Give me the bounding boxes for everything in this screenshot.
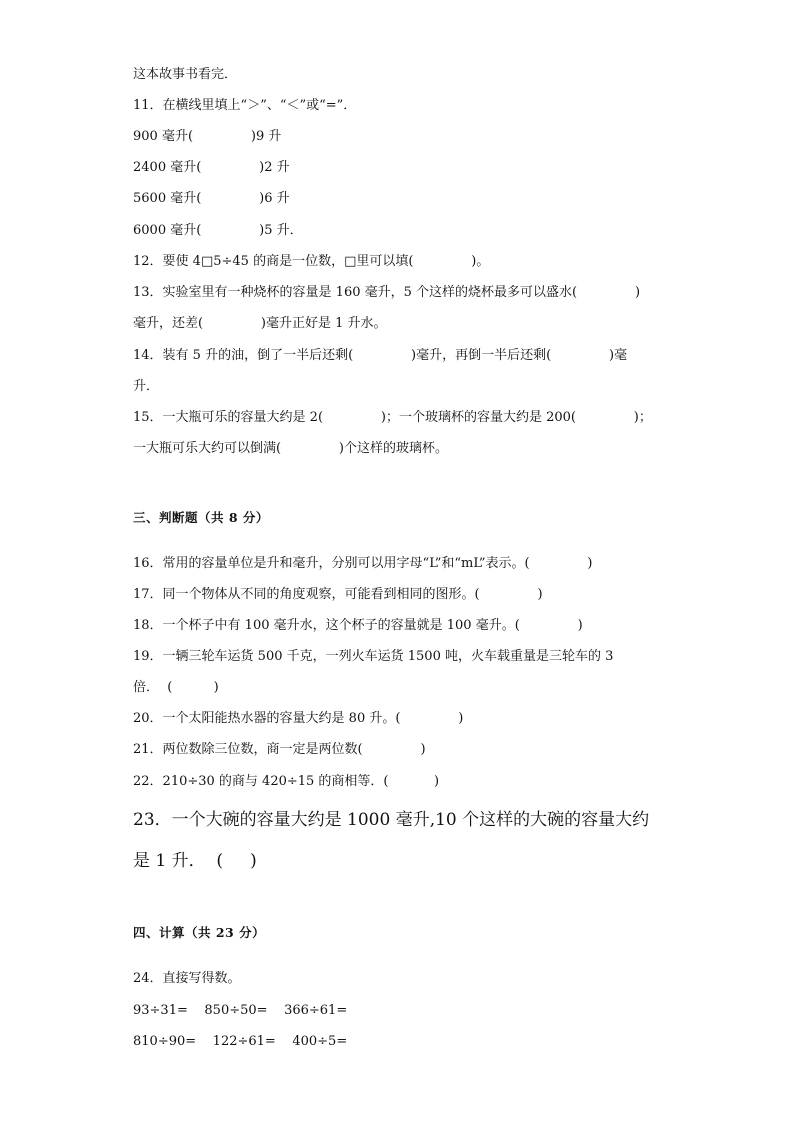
question-11-item-2: 2400 毫升( )2 升 <box>133 160 290 175</box>
question-15-line-1: 15．一大瓶可乐的容量大约是 2( )；一个玻璃杯的容量大约是 200( )； <box>133 410 652 425</box>
section-4-heading: 四、计算（共 23 分） <box>133 925 266 940</box>
question-14-line-2: 升． <box>133 379 160 394</box>
question-22: 22．210÷30 的商与 420÷15 的商相等．( ) <box>133 774 440 789</box>
question-11-stem: 11．在横线里填上“＞”、“＜”或“=”． <box>133 98 357 113</box>
question-24-row-1: 93÷31= 850÷50= 366÷61= <box>133 1003 348 1018</box>
question-11-item-3: 5600 毫升( )6 升 <box>133 191 290 206</box>
question-14-line-1: 14．装有 5 升的油，倒了一半后还剩( )毫升，再倒一半后还剩( )毫 <box>133 348 628 363</box>
question-20: 20．一个太阳能热水器的容量大约是 80 升。( ) <box>133 711 464 726</box>
question-18: 18．一个杯子中有 100 毫升水，这个杯子的容量就是 100 毫升。( ) <box>133 618 583 633</box>
question-13-line-2: 毫升，还差( )毫升正好是 1 升水。 <box>133 316 387 331</box>
question-11-item-4: 6000 毫升( )5 升． <box>133 223 303 238</box>
question-12: 12．要使 4□5÷45 的商是一位数，□里可以填( )。 <box>133 254 490 269</box>
question-17: 17．同一个物体从不同的角度观察，可能看到相同的图形。( ) <box>133 587 543 602</box>
question-21: 21．两位数除三位数，商一定是两位数( ) <box>133 742 426 757</box>
question-13-line-1: 13．实验室里有一种烧杯的容量是 160 毫升，5 个这样的烧杯最多可以盛水( ) <box>133 285 641 300</box>
question-19-line-1: 19．一辆三轮车运货 500 千克，一列火车运货 1500 吨，火车载重量是三轮车的 3 <box>133 649 614 664</box>
section-3-heading: 三、判断题（共 8 分） <box>133 510 269 525</box>
question-24-row-2: 810÷90= 122÷61= 400÷5= <box>133 1034 348 1049</box>
question-15-line-2: 一大瓶可乐大约可以倒满( )个这样的玻璃杯。 <box>133 441 448 456</box>
question-16: 16．常用的容量单位是升和毫升，分别可以用字母“L”和“mL”表示。( ) <box>133 556 593 571</box>
question-23-line-2: 是 1 升． ( ) <box>133 851 257 871</box>
intro-text: 这本故事书看完． <box>133 67 238 82</box>
question-19-line-2: 倍． ( ) <box>133 680 219 695</box>
question-24-stem: 24．直接写得数。 <box>133 971 241 986</box>
question-23-line-1: 23．一个大碗的容量大约是 1000 毫升,10 个这样的大碗的容量大约 <box>133 810 650 830</box>
question-11-item-1: 900 毫升( )9 升 <box>133 129 282 144</box>
